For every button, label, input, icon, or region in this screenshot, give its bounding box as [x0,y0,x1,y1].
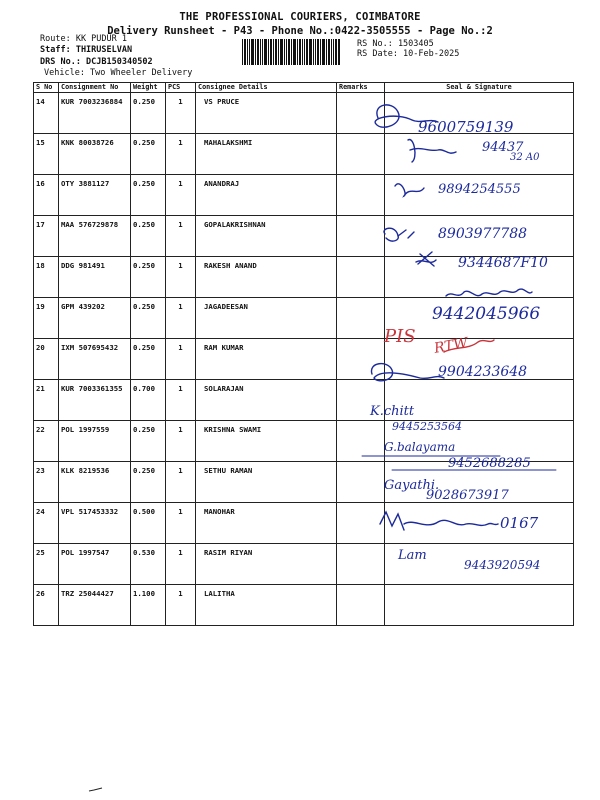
cell-consignee: MAHALAKSHMI [196,134,337,175]
cell-sno: 23 [34,462,59,503]
cell-signature [385,421,574,462]
handwritten-phone-20: 9442045966 [432,304,541,324]
cell-pcs: 1 [166,93,196,134]
cell-sno: 18 [34,257,59,298]
cell-signature [385,462,574,503]
cell-weight: 0.250 [131,216,166,257]
cell-consignee: VS PRUCE [196,93,337,134]
cell-sno: 14 [34,93,59,134]
cell-pcs: 1 [166,298,196,339]
cell-consignee: GOPALAKRISHNAN [196,216,337,257]
handwritten-note-15: 32 A0 [510,152,540,163]
cell-sno: 15 [34,134,59,175]
table-row [34,216,574,257]
cell-signature [385,298,574,339]
col-header-weight: Weight [131,83,166,93]
cell-consignee: SOLARAJAN [196,380,337,421]
cell-weight: 0.250 [131,339,166,380]
cell-remarks [337,339,385,380]
cell-sno: 24 [34,503,59,544]
cell-pcs: 1 [166,175,196,216]
cell-weight: 0.250 [131,175,166,216]
cell-sno: 25 [34,544,59,585]
cell-consignment: KUR 7003236884 [59,93,131,134]
handwritten-name-22: K.chitt [370,404,415,419]
cell-remarks [337,216,385,257]
col-header-consignee: Consignee Details [196,83,337,93]
cell-remarks [337,257,385,298]
handwritten-phone-16: 9894254555 [438,182,521,197]
staff-label: Staff: THIRUSELVAN [40,45,133,55]
cell-consignee: JAGADEESAN [196,298,337,339]
cell-sno: 17 [34,216,59,257]
route-label: Route: KK PUDUR 1 [40,34,127,44]
handwritten-phone-18: 8903977788 [438,226,528,242]
table-row [34,544,574,585]
cell-remarks [337,298,385,339]
cell-signature [385,339,574,380]
handwritten-phone-19: 9344687F10 [458,255,548,271]
table-header-row [34,83,574,93]
cell-consignment: OTY 3881127 [59,175,131,216]
cell-pcs: 1 [166,134,196,175]
cell-weight: 0.530 [131,544,166,585]
handwritten-name-24: Gayathi. [384,478,440,493]
handwritten-name-23: G.balayama [384,440,456,454]
cell-consignment: VPL 517453332 [59,503,131,544]
cell-consignee: LALITHA [196,585,337,626]
table-row [34,380,574,421]
cell-pcs: 1 [166,257,196,298]
cell-weight: 0.700 [131,380,166,421]
cell-signature [385,216,574,257]
handwritten-phone-26: 9443920594 [464,558,541,572]
col-header-consignment: Consignment No [59,83,131,93]
cell-consignee: ANANDRAJ [196,175,337,216]
cell-signature [385,257,574,298]
cell-pcs: 1 [166,216,196,257]
company-title: THE PROFESSIONAL COURIERS, COIMBATORE [179,11,421,23]
table-row [34,339,574,380]
table-row [34,585,574,626]
col-header-signature: Seal & Signature [385,83,574,93]
handwritten-remark-rtw: RTW [432,335,470,357]
rs-date: RS Date: 10-Feb-2025 [357,49,460,59]
col-header-pcs: PCS [166,83,196,93]
table-row [34,503,574,544]
handwritten-phone-23: 9452688285 [448,456,531,471]
cell-remarks [337,462,385,503]
cell-weight: 0.250 [131,93,166,134]
cell-signature [385,134,574,175]
table-row [34,93,574,134]
cell-sno: 21 [34,380,59,421]
cell-weight: 0.500 [131,503,166,544]
cell-consignment: TRZ 25044427 [59,585,131,626]
cell-consignment: KUR 7003361355 [59,380,131,421]
runsheet-table [33,82,574,626]
cell-sno: 19 [34,298,59,339]
cell-signature [385,175,574,216]
table-row [34,175,574,216]
cell-pcs: 1 [166,380,196,421]
handwritten-remark-pis: PIS [384,326,416,347]
cell-remarks [337,134,385,175]
table-row [34,462,574,503]
cell-weight: 0.250 [131,257,166,298]
cell-consignment: POL 1997559 [59,421,131,462]
cell-remarks [337,175,385,216]
cell-remarks [337,93,385,134]
cell-pcs: 1 [166,421,196,462]
cell-weight: 0.250 [131,134,166,175]
cell-consignment: IXM 507695432 [59,339,131,380]
cell-signature [385,503,574,544]
cell-consignment: KNK 80038726 [59,134,131,175]
cell-sno: 26 [34,585,59,626]
cell-consignee: SETHU RAMAN [196,462,337,503]
cell-signature [385,544,574,585]
cell-consignee: MANOHAR [196,503,337,544]
cell-pcs: 1 [166,544,196,585]
handwritten-phone-14: 9600759139 [418,118,514,136]
cell-signature [385,93,574,134]
handwritten-phone-21: 9904233648 [438,364,528,380]
cell-remarks [337,544,385,585]
cell-sno: 20 [34,339,59,380]
cell-signature [385,585,574,626]
cell-remarks [337,585,385,626]
table-row [34,134,574,175]
col-header-sno: S No [34,83,59,93]
cell-weight: 0.250 [131,421,166,462]
runsheet-subtitle: Delivery Runsheet - P43 - Phone No.:0422-3505555 - Page No.:2 [107,25,493,37]
cell-consignment: POL 1997547 [59,544,131,585]
handwritten-phone-15: 94437 [482,140,524,155]
cell-consignment: KLK 8219536 [59,462,131,503]
cell-pcs: 1 [166,585,196,626]
handwritten-phone-25: 0167 [500,514,539,532]
cell-consignment: DDG 981491 [59,257,131,298]
cell-weight: 0.250 [131,298,166,339]
vehicle-label: Vehicle: Two Wheeler Delivery [44,68,193,78]
table-row [34,421,574,462]
cell-sno: 16 [34,175,59,216]
handwritten-phone-24: 9028673917 [426,488,509,503]
cell-pcs: 1 [166,503,196,544]
cell-consignment: MAA 576729878 [59,216,131,257]
cell-consignee: RAM KUMAR [196,339,337,380]
scan-mark [88,786,108,794]
cell-consignment: GPM 439202 [59,298,131,339]
col-header-remarks: Remarks [337,83,385,93]
rs-number: RS No.: 1503405 [357,39,434,49]
cell-consignee: KRISHNA SWAMI [196,421,337,462]
table-row [34,298,574,339]
cell-remarks [337,380,385,421]
drs-number: DRS No.: DCJB150340502 [40,57,153,67]
table-row [34,257,574,298]
cell-remarks [337,421,385,462]
cell-weight: 0.250 [131,462,166,503]
barcode-image [242,39,340,65]
cell-consignee: RASIM RIYAN [196,544,337,585]
cell-consignee: RAKESH ANAND [196,257,337,298]
cell-signature [385,380,574,421]
handwritten-name-26: Lam [398,548,427,563]
cell-pcs: 1 [166,462,196,503]
cell-pcs: 1 [166,339,196,380]
cell-remarks [337,503,385,544]
cell-weight: 1.100 [131,585,166,626]
handwritten-phone-22: 9445253564 [392,420,462,433]
cell-sno: 22 [34,421,59,462]
